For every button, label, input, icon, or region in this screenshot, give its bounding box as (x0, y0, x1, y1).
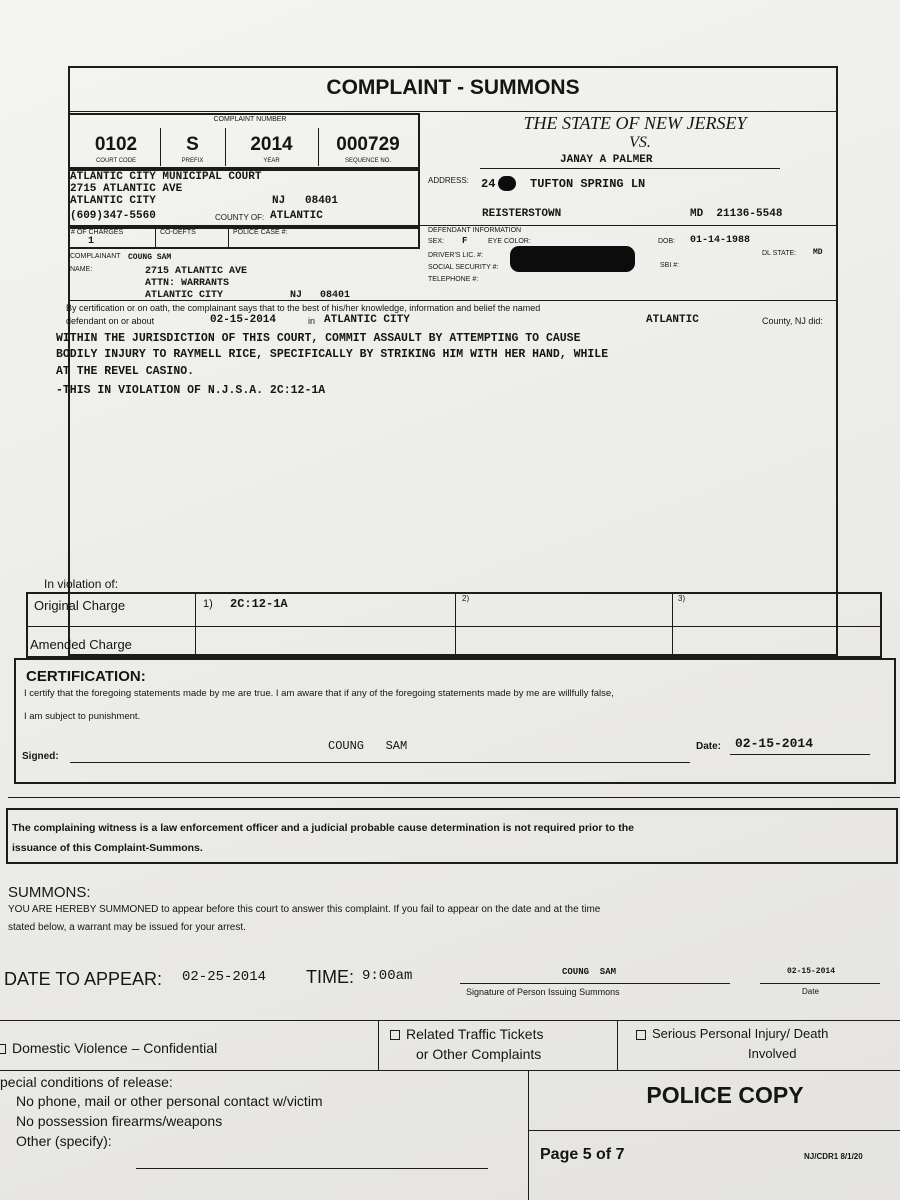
issuer-signature-label: Signature of Person Issuing Summons (466, 987, 620, 997)
release-item2: No possession firearms/weapons (16, 1113, 223, 1129)
summons-text1: YOU ARE HEREBY SUMMONED to appear before this court to answer this complaint. If you fail to appear on the date and at the time (8, 904, 601, 915)
sbi-label: SBI #: (660, 262, 680, 269)
signed-label: Signed: (22, 751, 59, 762)
certification-text2: I am subject to punishment. (24, 711, 141, 722)
summons-header: SUMMONS: (8, 884, 91, 901)
complainant-name: COUNG SAM (128, 253, 172, 262)
charge1-number: 1) (203, 598, 213, 610)
year: 2014 (250, 134, 293, 155)
codefts-label: CO-DEFTS (160, 229, 196, 236)
summons-text2: stated below, a warrant may be issued for your arrest. (8, 922, 246, 933)
statement-body3: AT THE REVEL CASINO. (56, 365, 195, 378)
page-number: Page 5 of 7 (540, 1146, 625, 1163)
serious-injury-label1: Serious Personal Injury/ Death (652, 1026, 829, 1041)
address-label: ADDRESS: (428, 176, 469, 185)
related-traffic-label1: Related Traffic Tickets (406, 1026, 544, 1042)
sex-label: SEX: (428, 238, 444, 245)
charge1-code: 2C:12-1A (230, 597, 288, 611)
form-code: NJ/CDR1 8/1/20 (804, 1152, 863, 1161)
release-item1: No phone, mail or other personal contact w/victim (16, 1093, 323, 1109)
court-state-zip: NJ 08401 (272, 195, 339, 207)
complainant-line3: ATLANTIC CITY (145, 290, 224, 301)
prefix-label: PREFIX (181, 158, 204, 164)
license-label: DRIVER'S LIC. #: (428, 252, 484, 259)
complainant-line2: ATTN: WARRANTS (145, 278, 230, 289)
court-line1: ATLANTIC CITY MUNICIPAL COURT (70, 171, 262, 183)
county-suffix: County, NJ did: (762, 316, 823, 326)
prefix: S (186, 134, 199, 155)
amended-charge-label: Amended Charge (30, 637, 132, 652)
court-phone: (609)347-5560 (70, 210, 156, 222)
complaint-number-header: COMPLAINT NUMBER (213, 116, 287, 123)
related-traffic-option[interactable] (390, 1024, 543, 1064)
sequence-number: 000729 (336, 134, 400, 155)
court-line2: 2715 ATLANTIC AVE (70, 183, 183, 195)
statement-intro2: defendant on or about (66, 316, 155, 326)
form-title: COMPLAINT - SUMMONS (326, 76, 580, 99)
related-traffic-label2: or Other Complaints (416, 1046, 542, 1062)
dl-state-value: MD (813, 248, 823, 257)
date-to-appear-label: DATE TO APPEAR: (4, 969, 163, 989)
complainant-label: COMPLAINANT (70, 253, 121, 260)
dl-state-label: DL STATE: (762, 250, 797, 257)
ssn-label: SOCIAL SECURITY #: (428, 264, 499, 271)
certification-date: 02-15-2014 (735, 736, 814, 751)
defendant-info-label: DEFENDANT INFORMATION (428, 227, 522, 234)
charges-label: # OF CHARGES (71, 229, 124, 236)
charges-table (26, 592, 882, 658)
police-copy-label: POLICE COPY (646, 1082, 804, 1108)
defendant-name: JANAY A PALMER (560, 154, 653, 166)
complainant-line1: 2715 ATLANTIC AVE (145, 266, 248, 277)
sequence-label: SEQUENCE NO. (344, 158, 391, 164)
county-label: COUNTY OF: (215, 213, 265, 222)
time-label: TIME: (306, 967, 354, 987)
personal-info-redaction (510, 246, 635, 272)
related-traffic-checkbox[interactable] (390, 1030, 400, 1040)
domestic-violence-checkbox[interactable] (0, 1044, 6, 1054)
defendant-city: REISTERSTOWN (482, 208, 562, 220)
domestic-violence-option[interactable] (2, 1040, 217, 1056)
statement-body1: WITHIN THE JURISDICTION OF THIS COURT, COMMIT ASSAULT BY ATTEMPTING TO CAUSE (56, 332, 581, 345)
charge2-number: 2) (462, 594, 470, 603)
certification-section (14, 658, 896, 784)
police-case-label: POLICE CASE #: (233, 229, 288, 236)
court-line3: ATLANTIC CITY (70, 195, 156, 207)
release-item3: Other (specify): (16, 1133, 112, 1149)
telephone-label: TELEPHONE #: (428, 276, 479, 283)
serious-injury-checkbox[interactable] (636, 1030, 646, 1040)
certification-header: CERTIFICATION: (26, 668, 146, 685)
address-prefix: 24 (481, 177, 496, 191)
statement-intro1: By certification or on oath, the complainant says that to the best of his/her knowledge, information and belief the named (66, 303, 541, 313)
issue-date-label: Date (802, 987, 819, 996)
charges-count: 1 (88, 236, 95, 247)
complainant-state-zip: NJ 08401 (290, 290, 351, 301)
original-charge-label: Original Charge (34, 598, 126, 613)
court-code: 0102 (94, 134, 138, 155)
serious-injury-label2: Involved (748, 1046, 797, 1061)
appear-time: 9:00am (362, 968, 413, 984)
court-county: ATLANTIC (270, 210, 323, 222)
year-label: YEAR (263, 158, 280, 164)
violation-header: In violation of: (44, 577, 119, 591)
offense-county: ATLANTIC (646, 314, 699, 326)
serious-injury-option[interactable] (636, 1024, 828, 1064)
date-to-appear: 02-25-2014 (182, 969, 267, 985)
in-label: in (308, 316, 316, 326)
versus: VS. (629, 134, 651, 151)
dob-value: 01-14-1988 (690, 235, 751, 246)
probable-cause-section (6, 808, 898, 864)
defendant-address: TUFTON SPRING LN (530, 177, 646, 191)
court-code-label: COURT CODE (95, 158, 137, 164)
state-name: THE STATE OF NEW JERSEY (523, 113, 747, 133)
charge3-number: 3) (678, 594, 686, 603)
offense-date: 02-15-2014 (210, 314, 277, 326)
certification-date-label: Date: (696, 741, 722, 752)
summons-issuer: COUNG SAM (562, 967, 617, 977)
certification-text1: I certify that the foregoing statements made by me are true. I am aware that if any of the foregoing statements made by me are willfully false, (24, 688, 614, 699)
complainant-name-label: NAME: (70, 266, 93, 273)
offense-city: ATLANTIC CITY (324, 314, 410, 326)
statement-body4: -THIS IN VIOLATION OF N.J.S.A. 2C:12-1A (56, 384, 326, 397)
defendant-state-zip: MD 21136-5548 (690, 208, 783, 220)
release-header: pecial conditions of release: (0, 1074, 173, 1090)
eye-color-label: EYE COLOR: (488, 238, 531, 245)
certification-signer: COUNG SAM (328, 739, 408, 753)
dob-label: DOB: (658, 238, 676, 245)
address-redaction (498, 176, 516, 191)
probable-cause-line2: issuance of this Complaint-Summons. (12, 842, 203, 854)
sex-value: F (462, 236, 468, 246)
probable-cause-line1: The complaining witness is a law enforcement officer and a judicial probable cause determination is not required prior to the (12, 822, 634, 834)
statement-body2: BODILY INJURY TO RAYMELL RICE, SPECIFICALLY BY STRIKING HIM WITH HER HAND, WHILE (56, 348, 609, 361)
domestic-violence-label: Domestic Violence – Confidential (12, 1040, 218, 1056)
summons-issue-date: 02-15-2014 (787, 967, 836, 976)
